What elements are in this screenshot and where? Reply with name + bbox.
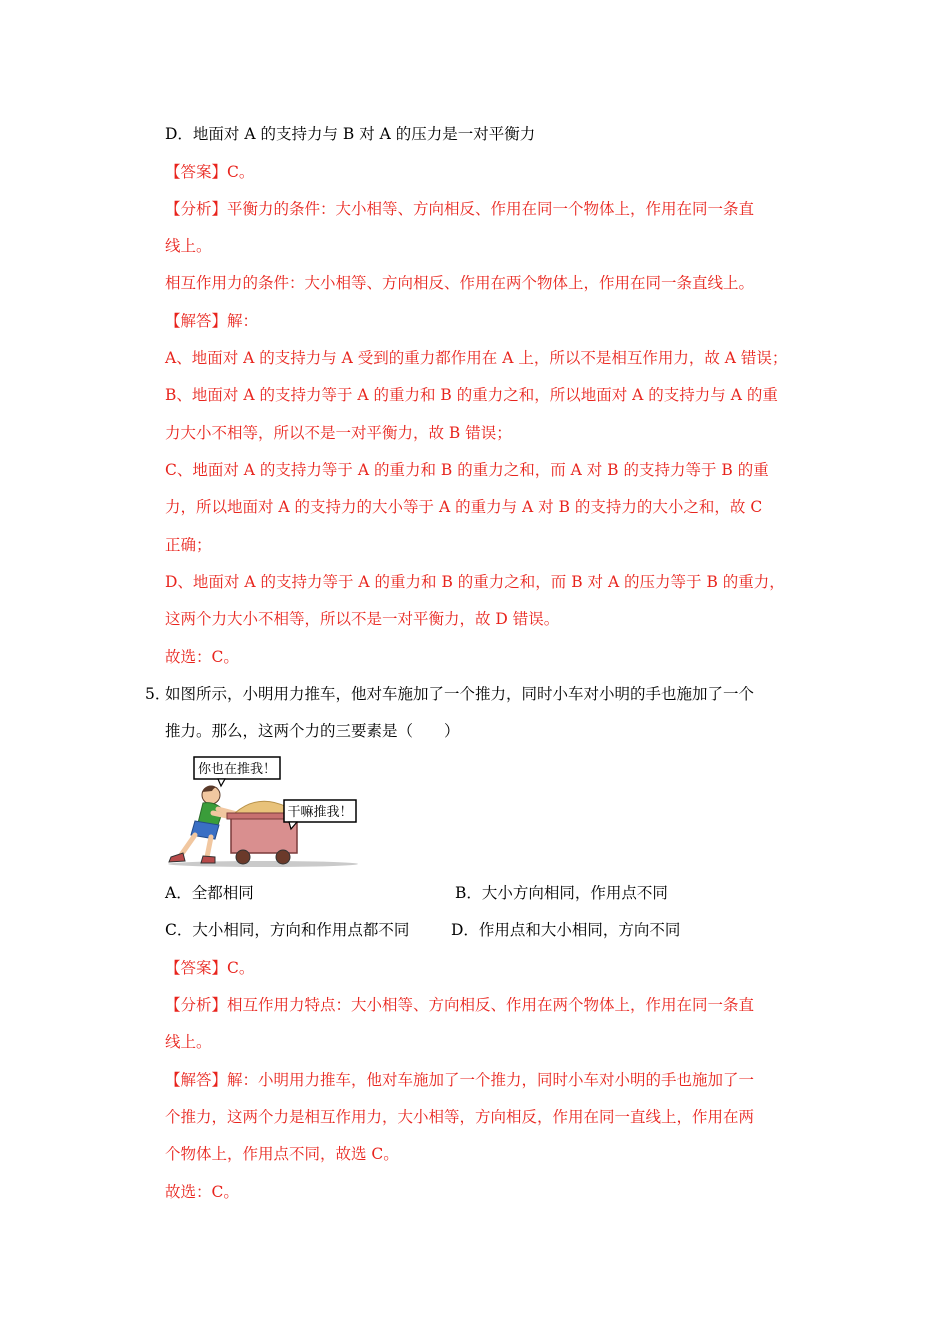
prev-solution-c2: 力，所以地面对 A 的支持力的大小等于 A 的重力与 A 对 B 的支持力的大小之和，故 C <box>165 498 763 516</box>
q5-option-d: D．作用点和大小相同，方向不同 <box>451 921 681 939</box>
q5-choice: 故选：C。 <box>165 1183 239 1201</box>
q5-analysis-cont: 线上。 <box>165 1033 212 1051</box>
prev-solution-d1: D、地面对 A 的支持力等于 A 的重力和 B 的重力之和，而 B 对 A 的压力等于 B 的重力， <box>165 573 785 591</box>
prev-solution-c1: C、地面对 A 的支持力等于 A 的重力和 B 的重力之和，而 A 对 B 的支持力等于 B 的重 <box>165 461 769 479</box>
q5-solution-3: 个物体上，作用点不同，故选 C。 <box>165 1145 399 1163</box>
q5-analysis <box>165 995 754 1015</box>
boy-pushing-cart-illustration <box>163 755 363 870</box>
q5-analysis-text: 相互作用力特点：大小相等、方向相反、作用在两个物体上，作用在同一条直 <box>227 996 755 1014</box>
q5-solution-2: 个推力，这两个力是相互作用力，大小相等，方向相反，作用在同一直线上，作用在两 <box>165 1108 755 1126</box>
q5-stem-1: 如图所示，小明用力推车，他对车施加了一个推力，同时小车对小明的手也施加了一个 <box>165 685 755 703</box>
q5-solution-label: 【解答】 <box>165 1071 228 1089</box>
prev-solution-c3: 正确； <box>165 536 212 554</box>
illustration-svg <box>163 755 363 870</box>
q5-stem-2: 推力。那么，这两个力的三要素是（ ） <box>165 722 460 740</box>
q5-option-b: B．大小方向相同，作用点不同 <box>455 884 668 902</box>
solution-head-text: 解： <box>227 312 259 330</box>
q5-option-a: A．全都相同 <box>165 884 254 902</box>
analysis-text: 平衡力的条件：大小相等、方向相反、作用在同一个物体上，作用在同一条直 <box>227 200 755 218</box>
prev-solution-b1: B、地面对 A 的支持力等于 A 的重力和 B 的重力之和，所以地面对 A 的支持力与 A 的重 <box>165 386 778 404</box>
prev-option-d: D．地面对 A 的支持力与 B 对 A 的压力是一对平衡力 <box>165 125 536 143</box>
q5-option-c: C．大小相同，方向和作用点都不同 <box>165 921 410 939</box>
q5-number: 5． <box>145 685 171 703</box>
prev-solution-b2: 力大小不相等，所以不是一对平衡力，故 B 错误； <box>165 424 512 442</box>
q5-analysis-label: 【分析】 <box>165 996 228 1014</box>
prev-solution-d2: 这两个力大小不相等，所以不是一对平衡力，故 D 错误。 <box>165 610 560 628</box>
prev-answer: 【答案】C。 <box>165 163 255 181</box>
q5-answer: 【答案】C。 <box>165 959 255 977</box>
analysis-label: 【分析】 <box>165 200 228 218</box>
bubble-cart-text: 干嘛推我！ <box>287 805 353 820</box>
prev-solution-head <box>165 311 258 331</box>
prev-analysis <box>165 199 754 219</box>
solution-label: 【解答】 <box>165 312 228 330</box>
prev-analysis-mutual: 相互作用力的条件：大小相等、方向相反、作用在两个物体上，作用在同一条直线上。 <box>165 274 755 292</box>
prev-solution-a: A、地面对 A 的支持力与 A 受到的重力都作用在 A 上，所以不是相互作用力，故 A 错误； <box>165 349 788 367</box>
bubble-boy-text: 你也在推我！ <box>197 762 277 777</box>
prev-choice: 故选：C。 <box>165 648 239 666</box>
q5-solution-text: 解：小明用力推车，他对车施加了一个推力，同时小车对小明的手也施加了一 <box>227 1071 755 1089</box>
q5-solution-1 <box>165 1070 754 1090</box>
prev-analysis-cont: 线上。 <box>165 237 212 255</box>
